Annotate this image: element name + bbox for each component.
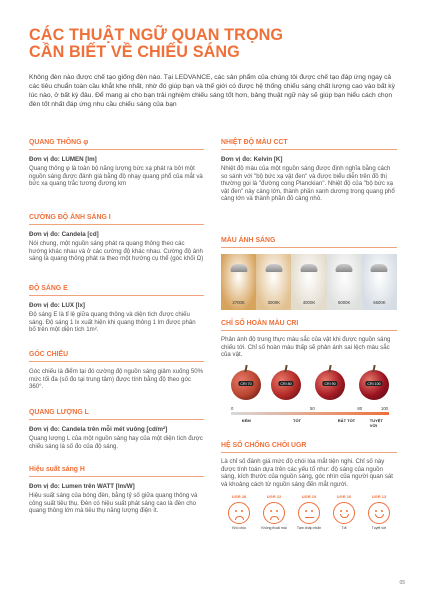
mouth bbox=[270, 516, 279, 520]
neutral-face-icon bbox=[298, 502, 320, 524]
swatch-2 bbox=[291, 254, 326, 310]
section-body: Phản ánh độ trung thực màu sắc của vật khi được nguồn sáng chiếu tới. Chỉ số hoàn màu thấp sẽ phản ánh sai lệch màu sắc của vật. bbox=[221, 336, 391, 359]
section-heading: NHIỆT ĐỘ MÀU CCT bbox=[221, 138, 397, 150]
ugr-label: Không thoải mái bbox=[261, 526, 287, 531]
section-body: Nhiệt độ màu của một nguồn sáng được định nghĩa bằng cách so sánh với "bộ bức xạ vật đen" và được biểu diễn trên đồ thị thường gọi là "đường cong Planckian". Nhiệt độ của "bộ bức xạ vật đen" này càng lớn, thành phần xanh dương trong quang phổ càng lớn và thành phần đỏ càng nhỏ. bbox=[221, 165, 395, 203]
apple-3 bbox=[359, 370, 389, 400]
apple-2 bbox=[315, 370, 345, 400]
swatch-label: 3000K bbox=[267, 300, 281, 305]
happy-face-icon bbox=[333, 502, 355, 524]
eye bbox=[305, 510, 307, 512]
section-body: Quang thông φ là toàn bộ năng lượng bức xạ phát ra bởi một nguồn sáng được đánh giá bằng độ nhạy quang phổ của mắt và bức xạ quang trắc tương đương km bbox=[29, 165, 203, 188]
cri-badge: CRI 90 bbox=[324, 381, 336, 386]
swatch-3 bbox=[327, 254, 362, 310]
mouth bbox=[305, 517, 314, 518]
cri-scale-tick: 0 bbox=[231, 405, 234, 411]
ugr-label: Khó chịu bbox=[232, 526, 246, 531]
title-line-1: CÁC THUẬT NGỮ QUAN TRỌNG bbox=[29, 26, 284, 44]
ugr-value: UGR 16 bbox=[336, 494, 352, 500]
section-beam-angle bbox=[29, 350, 204, 391]
sad-face-icon bbox=[263, 502, 285, 524]
eye bbox=[375, 510, 377, 512]
apple-stem bbox=[372, 365, 375, 372]
section-cri bbox=[221, 319, 397, 433]
happy-face-icon bbox=[368, 502, 390, 524]
eye bbox=[346, 510, 348, 512]
swatch-0 bbox=[221, 254, 256, 310]
section-luminous-efficacy bbox=[29, 465, 204, 515]
swatch-4 bbox=[362, 254, 397, 310]
page-number: 05 bbox=[399, 580, 405, 586]
cri-rating-label: TỐT bbox=[293, 417, 301, 423]
ugr-value: UGR 19 bbox=[301, 494, 317, 500]
sad-face-icon bbox=[228, 502, 250, 524]
swatch-label: 2700K bbox=[232, 300, 245, 305]
ugr-label: Tuyệt vời bbox=[371, 526, 387, 531]
section-heading: CƯỜNG ĐỘ ÁNH SÁNG I bbox=[29, 213, 204, 225]
ugr-face-2 bbox=[293, 494, 325, 530]
eye bbox=[270, 510, 272, 512]
lamp-icon bbox=[230, 264, 247, 272]
section-body: Hiệu suất sáng của bóng đèn, bằng tỷ số giữa quang thông và công suất tiêu thụ. Đèn có hiệu suất phát sáng cao là đèn cho quang thông lớn mà tiêu thụ năng lượng điện ít. bbox=[29, 492, 198, 515]
ugr-face-0 bbox=[223, 494, 255, 530]
cri-scale bbox=[231, 406, 389, 414]
section-unit: Đơn vị đo: Lumen trên WATT [lm/W] bbox=[29, 483, 135, 490]
section-heading: CHỈ SỐ HOÀN MÀU CRI bbox=[221, 319, 397, 331]
section-unit: Đơn vị đo: Candela [cd] bbox=[29, 231, 99, 238]
ugr-face-3 bbox=[328, 494, 360, 530]
section-body: Góc chiếu là điểm tại đó cường độ nguồn sáng giảm xuống 50% mức tối đa (số đo tại trung tâm) được tính bằng độ theo góc 360°. bbox=[29, 368, 204, 391]
mouth bbox=[235, 516, 244, 520]
section-unit: Đơn vị đo: Kelvin [K] bbox=[221, 156, 283, 163]
ugr-faces bbox=[221, 494, 397, 530]
apple-stem bbox=[244, 365, 247, 372]
section-luminous-intensity bbox=[29, 213, 204, 263]
ugr-label: Tốt bbox=[341, 526, 347, 531]
lamp-icon bbox=[371, 264, 388, 272]
section-cct bbox=[221, 138, 397, 203]
lamp-icon bbox=[336, 264, 353, 272]
page-title bbox=[29, 27, 359, 61]
eye bbox=[276, 510, 278, 512]
lamp-icon bbox=[301, 264, 318, 272]
section-unit: Đơn vị đo: Candela trên mỗi mét vuông [cd/m²] bbox=[29, 426, 168, 433]
swatch-1 bbox=[256, 254, 291, 310]
cri-scale-bar bbox=[231, 412, 389, 415]
eye bbox=[311, 510, 313, 512]
cri-scale-tick: 50 bbox=[310, 405, 315, 411]
section-heading: QUANG THÔNG φ bbox=[29, 138, 204, 150]
swatch-label: 6500K bbox=[373, 300, 386, 305]
section-body: Nói chung, một nguồn sáng phát ra quang thông theo các hướng khác nhau và ở các cường độ khác nhau. Cường độ ánh sáng là quang thông phát ra theo một hướng cụ thể (góc khối Ω) bbox=[29, 240, 204, 263]
section-luminous-flux bbox=[29, 138, 204, 188]
section-heading: QUANG LƯỢNG L bbox=[29, 408, 204, 420]
cri-apples-illustration bbox=[221, 365, 397, 433]
swatch-label: 5000K bbox=[337, 300, 351, 305]
section-light-color bbox=[221, 236, 397, 310]
cri-rating-label: RẤT TỐT bbox=[337, 417, 356, 423]
section-body: Độ sáng E là tỉ lệ giữa quang thông và diện tích được chiếu sáng. Độ sáng 1 lx xuất hiện khi quang thông 1 lm được phân bố trên một diện tích 1m². bbox=[29, 311, 196, 334]
apple-0 bbox=[231, 370, 261, 400]
section-unit: Đơn vị đo: LUMEN [lm] bbox=[29, 156, 97, 163]
eye bbox=[235, 510, 237, 512]
section-body: Quang lượng L của một nguồn sáng hay của một diện tích được chiếu sáng là số đo của độ sáng. bbox=[29, 435, 203, 450]
color-temperature-swatches bbox=[221, 254, 397, 310]
section-heading: MÀU ÁNH SÁNG bbox=[221, 236, 397, 248]
swatch-label: 4000K bbox=[302, 300, 316, 305]
section-heading: HỆ SỐ CHỐNG CHÓI UGR bbox=[221, 441, 397, 453]
eye bbox=[340, 510, 342, 512]
ugr-face-1 bbox=[258, 494, 290, 530]
ugr-value: UGR 13 bbox=[371, 494, 387, 500]
eye bbox=[381, 510, 383, 512]
section-body: Là chỉ số đánh giá mức độ chói lóa mắt tiện nghi. Chỉ số này được tính toán dựa trên các yếu tố như: độ sáng của nguồn sáng, kích thước của nguồn sáng, góc nhìn của người quan sát và khoảng cách từ nguồn sáng đến mắt người. bbox=[221, 458, 393, 488]
section-luminance bbox=[29, 408, 204, 450]
ugr-face-4 bbox=[363, 494, 395, 530]
title-line-2: CẦN BIẾT VỀ CHIẾU SÁNG bbox=[29, 43, 240, 61]
cri-scale-tick: 80 bbox=[357, 405, 363, 411]
ugr-value: UGR 28 bbox=[231, 494, 247, 500]
mouth bbox=[375, 514, 384, 518]
cri-badge: CRI 80 bbox=[280, 381, 292, 386]
section-heading: GÓC CHIẾU bbox=[29, 350, 204, 362]
section-heading: ĐỘ SÁNG E bbox=[29, 284, 204, 296]
section-illuminance bbox=[29, 284, 204, 334]
cri-rating-label: TUYỆT VỜI bbox=[369, 417, 383, 428]
cri-rating-label: KÉM bbox=[241, 417, 251, 423]
ugr-label: Tạm chấp nhận bbox=[296, 526, 322, 531]
cri-scale-tick: 100 bbox=[381, 405, 388, 411]
ugr-value: UGR 22 bbox=[266, 494, 282, 500]
section-heading: Hiệu suất sáng H bbox=[29, 465, 204, 477]
section-unit: Đơn vị đo: LUX [lx] bbox=[29, 302, 85, 309]
lamp-icon bbox=[265, 264, 282, 272]
mouth bbox=[340, 514, 349, 518]
eye bbox=[241, 510, 243, 512]
apple-1 bbox=[271, 370, 301, 400]
apple-stem bbox=[328, 365, 331, 372]
cri-badge: CRI 100 bbox=[367, 381, 381, 386]
intro-paragraph: Không đèn nào được chế tạo giống đèn nào. Tại LEDVANCE, các sản phẩm của chúng tôi được chế tạo đáp ứng ngay cả các tiêu chuẩn toàn cầu khắt khe nhất, nhờ đó giúp bạn và thế giới có được hệ thống chiếu sáng chất lượng cao vào bất kỳ lúc nào, ở bất kỳ đâu. Để mang ại cho bạn trải nghiệm chiếu sáng tốt hơn, bảng thuật ngữ này sẽ giúp bạn hiểu cách chọn đèn tốt nhất đáp ứng nhu cầu chiếu sáng của bạn bbox=[29, 74, 395, 108]
section-ugr bbox=[221, 441, 397, 530]
cri-badge: CRI 70 bbox=[240, 381, 252, 386]
apple-stem bbox=[284, 365, 287, 372]
